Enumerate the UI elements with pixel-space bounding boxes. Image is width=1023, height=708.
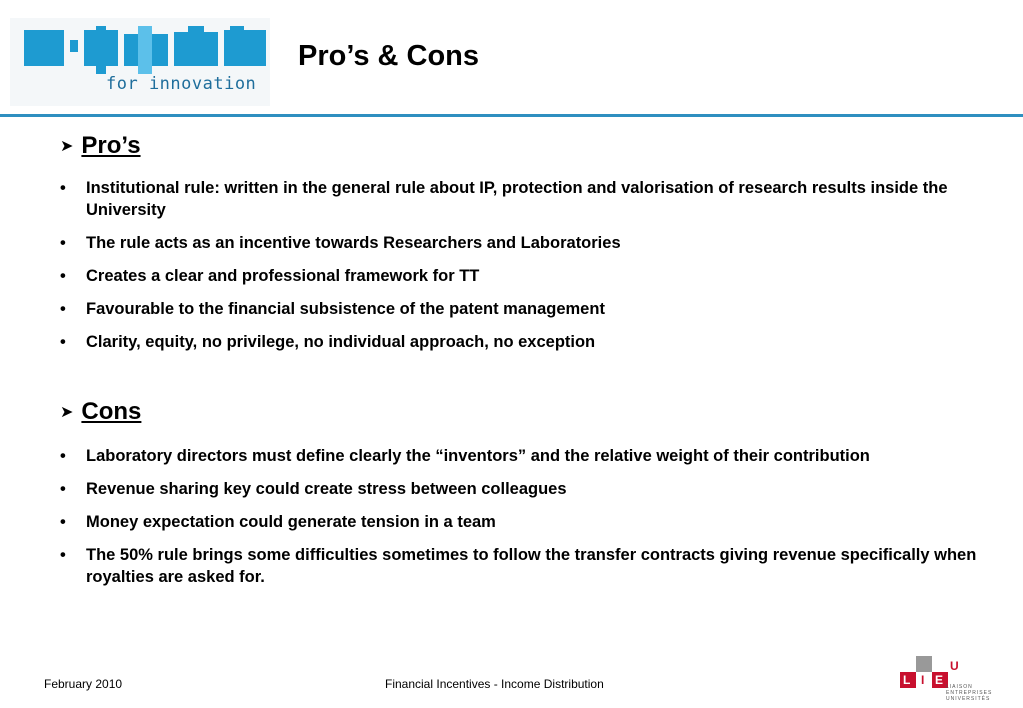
list-item: • The rule acts as an incentive towards Researchers and Laboratories bbox=[60, 234, 621, 252]
list-item: • Revenue sharing key could create stress between colleagues bbox=[60, 480, 567, 498]
bullet-icon: • bbox=[60, 179, 66, 197]
bullet-icon: • bbox=[60, 513, 66, 531]
list-item: • The 50% rule brings some difficulties sometimes to follow the transfer contracts giving revenue specifically when royalties are asked for. bbox=[60, 546, 977, 586]
pros-heading bbox=[60, 132, 141, 160]
lieu-letter: U bbox=[950, 659, 959, 673]
list-item: • Favourable to the financial subsistence of the patent management bbox=[60, 300, 605, 318]
logo bbox=[10, 18, 270, 106]
bullet-icon: • bbox=[60, 546, 66, 564]
bullet-icon: • bbox=[60, 447, 66, 465]
bullet-icon: • bbox=[60, 267, 66, 285]
header-divider bbox=[0, 114, 1023, 117]
lieu-subtitle: LIAISON ENTREPRISES UNIVERSITÉS bbox=[946, 684, 993, 702]
cons-heading bbox=[60, 398, 141, 426]
list-item: • Institutional rule: written in the general rule about IP, protection and valorisation of research results inside the University bbox=[60, 179, 948, 219]
arrow-bullet-icon: ➤ bbox=[60, 138, 74, 155]
bullet-icon: • bbox=[60, 333, 66, 351]
lieu-letter: L bbox=[903, 673, 911, 687]
bullet-icon: • bbox=[60, 300, 66, 318]
bullet-icon: • bbox=[60, 480, 66, 498]
bullet-icon: • bbox=[60, 234, 66, 252]
list-item: • Creates a clear and professional framework for TT bbox=[60, 267, 480, 285]
logo-blocks-icon bbox=[22, 26, 272, 74]
footer-date: February 2010 bbox=[44, 677, 123, 691]
lieu-letter: I bbox=[921, 673, 925, 687]
arrow-bullet-icon: ➤ bbox=[60, 404, 74, 421]
lieu-logo bbox=[900, 656, 1000, 702]
list-item: • Money expectation could generate tension in a team bbox=[60, 513, 496, 531]
list-item: • Clarity, equity, no privilege, no individual approach, no exception bbox=[60, 333, 596, 351]
lieu-letter: E bbox=[935, 673, 944, 687]
footer-title: Financial Incentives - Income Distribution bbox=[385, 677, 604, 691]
cons-heading-label: Cons bbox=[81, 398, 142, 425]
pros-list bbox=[60, 177, 980, 364]
logo-tagline: for innovation bbox=[106, 74, 257, 94]
list-item: • Laboratory directors must define clearly the “inventors” and the relative weight of their contribution bbox=[60, 447, 870, 465]
page-title: Pro’s & Cons bbox=[298, 40, 480, 72]
cons-list bbox=[60, 445, 980, 599]
pros-heading-label: Pro’s bbox=[81, 132, 141, 159]
